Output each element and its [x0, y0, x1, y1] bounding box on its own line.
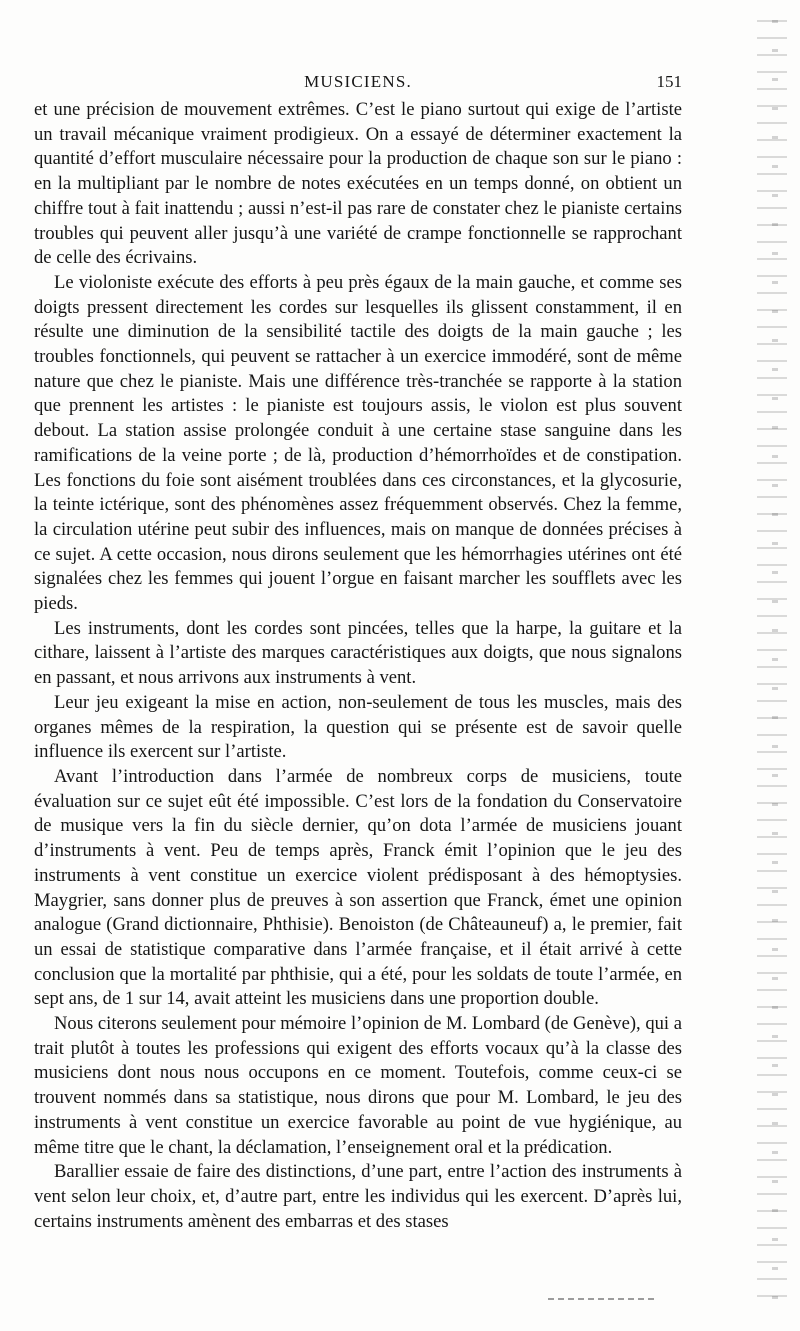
paragraph: et une précision de mouvement extrêmes. C’est le piano surtout qui exige de l’artiste un travail mécanique vraiment prodigieux. On a essayé de déterminer exactement la quantité d’effort musculaire nécessaire pour la production de chaque son sur le piano : en la multipliant par le nombre de notes exécutées en un temps donné, on obtient un chiffre tout à fait inattendu ; aussi n’est-il pas rare de constater chez le pianiste certains troubles qui peuvent aller jusqu’à une variété de crampe fonctionnelle se rapprochant de celle des écrivains.: [34, 99, 682, 269]
paragraph: Nous citerons seulement pour mémoire l’opinion de M. Lombard (de Genève), qui a trait plutôt à toutes les professions qui exigent des efforts vocaux qu’à la classe des musiciens dont nous nous occupons en ce moment. Toutefois, comme ceux-ci se trouvent nommés dans sa statistique, nous dirons que pour M. Lombard, le jeu des instruments à vent constitue un exercice favorable au point de vue hygiénique, au même titre que le chant, la déclamation, l’enseignement oral et la prédication.: [34, 1013, 682, 1158]
body-text: [34, 98, 682, 1234]
paragraph: Barallier essaie de faire des distinctions, d’une part, entre l’action des instruments à vent selon leur choix, et, d’autre part, entre les individus qui les exercent. D’après lui, certains instruments amènent des embarras et des stases: [34, 1161, 682, 1232]
running-head: [34, 72, 682, 96]
paragraph: Le violoniste exécute des efforts à peu près égaux de la main gauche, et comme ses doigts pressent directement les cordes sur lesquelles ils glissent constamment, il en résulte une diminution de la sensibilité tactile des doigts de la main gauche ; les troubles fonctionnels, qui peuvent se rattacher à un exercice immodéré, sont de même nature que chez le pianiste. Mais une différence très-tranchée se rapporte à la station que prennent les artistes : le pianiste est toujours assis, le violon est plus souvent debout. La station assise prolongée conduit à une certaine stase sanguine dans les ramifications de la veine porte ; de là, production d’hémorrhoïdes et de constipation. Les fonctions du foie sont aisément troublées dans ces circonstances, et la glycosurie, la teinte ictérique, sont des phénomènes assez fréquemment observés. Chez la femme, la circulation utérine peut subir des influences, mais on manque de données précises à ce sujet. A cette occasion, nous dirons seulement que les hémorrhagies utérines ont été signalées chez les femmes qui jouent l’orgue en faisant marcher les soufflets avec les pieds.: [34, 271, 682, 615]
paragraph: Les instruments, dont les cordes sont pincées, telles que la harpe, la guitare et la cithare, laissent à l’artiste des marques caractéristiques aux doigts, que nous signalons en passant, et nous arrivons aux instruments à vent.: [34, 617, 682, 689]
page-number: 151: [656, 72, 682, 91]
paragraph: Avant l’introduction dans l’armée de nombreux corps de musiciens, toute évaluation sur ce sujet eût été impossible. C’est lors de la fondation du Conservatoire de musique vers la fin du siècle dernier, qu’on dota l’armée de musiciens jouant d’instruments à vent. Peu de temps après, Franck émit l’opinion que le jeu des instruments à vent constitue un exercice violent prédisposant à des hémoptysies. Maygrier, sans donner plus de preuves à son assertion que Franck, émet une opinion analogue (Grand dictionnaire, Phthisie). Benoiston (de Châteauneuf) a, le premier, fait un essai de statistique comparative dans l’armée française, et il était arrivé à cette conclusion que la mortalité par phthisie, qui a été, pour les soldats de toute l’armée, en sept ans, de 1 sur 14, avait atteint les musiciens dans une proportion double.: [34, 765, 682, 1010]
paragraph: Leur jeu exigeant la mise en action, non-seulement de tous les muscles, mais des organes mêmes de la respiration, la question qui se présente est de savoir quelle influence ils exercent sur l’artiste.: [34, 691, 682, 763]
scan-bottom-marks: [548, 1298, 658, 1300]
scan-margin-marks-inner: [772, 20, 778, 1310]
running-title: MUSICIENS.: [304, 72, 412, 91]
